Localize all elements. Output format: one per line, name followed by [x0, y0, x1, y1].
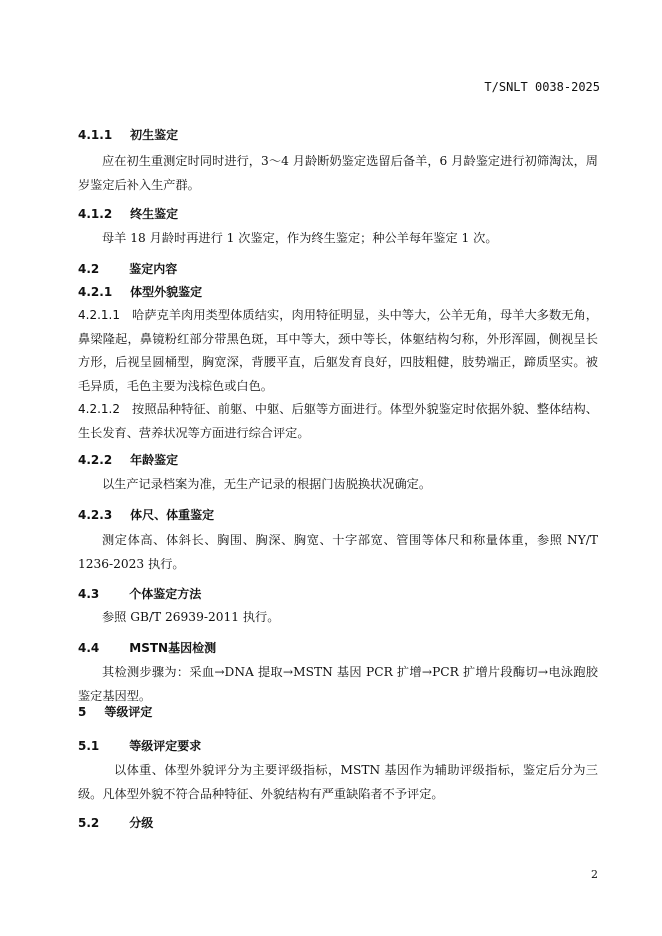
- section-title: 初生鉴定: [130, 128, 179, 142]
- paragraph-4-2-1-2: [78, 398, 598, 445]
- section-number: 5: [78, 705, 87, 719]
- section-number: 4.4: [78, 641, 100, 655]
- paragraph-4-3: 参照 GB/T 26939-2011 执行。: [102, 610, 280, 624]
- heading-4-4: [78, 639, 598, 656]
- paragraph-4-4: 其检测步骤为：采血→DNA 提取→MSTN 基因 PCR 扩增→PCR 扩增片段酶切→电泳跑胶鉴定基因型。: [78, 665, 598, 703]
- section-title: 个体鉴定方法: [129, 587, 202, 601]
- standard-code: T/SNLT 0038-2025: [484, 80, 600, 94]
- section-number: 4.3: [78, 587, 100, 601]
- section-number: 4.2.3: [78, 508, 113, 522]
- clause-text: 哈萨克羊肉用类型体质结实，肉用特征明显，头中等大，公羊无角，母羊大多数无角，鼻梁隆起，鼻镜粉红部分带黑色斑，耳中等大，颈中等长，体躯结构匀称，外形浑圆，侧视呈长方形，后视呈圆桶型，胸宽深，背腰平直，后躯发育良好，四肢粗健，肢势端正，蹄质坚实。被毛异质，毛色主要为浅棕色或白色。: [78, 308, 598, 393]
- paragraph-4-1-2: 母羊 18 月龄时再进行 1 次鉴定，作为终生鉴定；种公羊每年鉴定 1 次。: [102, 231, 498, 245]
- heading-4-1-2: [78, 205, 598, 222]
- section-number: 4.2.1: [78, 285, 113, 299]
- paragraph-4-2-3: 测定体高、体斜长、胸围、胸深、胸宽、十字部宽、管围等体尺和称量体重，参照 NY/T 1236-2023 执行。: [78, 533, 598, 571]
- page-number: 2: [591, 868, 598, 881]
- section-title: 分级: [129, 816, 154, 830]
- clause-number: 4.2.1.2: [78, 402, 120, 416]
- section-number: 4.1.1: [78, 128, 113, 142]
- section-number: 5.2: [78, 816, 100, 830]
- heading-5: [78, 703, 598, 720]
- heading-4-2: [78, 260, 598, 277]
- section-title: 鉴定内容: [129, 262, 178, 276]
- section-title: MSTN基因检测: [129, 641, 217, 655]
- heading-4-3: [78, 585, 598, 602]
- section-title: 体型外貌鉴定: [130, 285, 203, 299]
- paragraph-4-2-2: 以生产记录档案为准，无生产记录的根据门齿脱换状况确定。: [102, 477, 432, 491]
- heading-5-2: [78, 814, 598, 831]
- heading-4-2-1: [78, 283, 598, 300]
- section-number: 4.1.2: [78, 207, 113, 221]
- paragraph-5-1: 以体重、体型外貌评分为主要评级指标，MSTN 基因作为辅助评级指标，鉴定后分为三级。凡体型外貌不符合品种特征、外貌结构有严重缺陷者不予评定。: [78, 763, 598, 801]
- clause-number: 4.2.1.1: [78, 308, 120, 322]
- section-title: 终生鉴定: [130, 207, 179, 221]
- section-title: 年龄鉴定: [130, 453, 179, 467]
- clause-text: 按照品种特征、前躯、中躯、后躯等方面进行。体型外貌鉴定时依据外貌、整体结构、生长发育、营养状况等方面进行综合评定。: [78, 402, 598, 440]
- paragraph-4-1-1: 应在初生重测定时同时进行，3～4 月龄断奶鉴定选留后备羊，6 月龄鉴定进行初筛淘汰，周岁鉴定后补入生产群。: [78, 154, 598, 192]
- heading-4-1-1: [78, 126, 598, 143]
- paragraph-4-2-1-1: [78, 304, 598, 398]
- section-title: 等级评定: [104, 705, 153, 719]
- section-number: 4.2.2: [78, 453, 113, 467]
- heading-5-1: [78, 737, 598, 754]
- section-number: 4.2: [78, 262, 100, 276]
- section-title: 体尺、体重鉴定: [130, 508, 215, 522]
- section-number: 5.1: [78, 739, 100, 753]
- heading-4-2-3: [78, 506, 598, 523]
- heading-4-2-2: [78, 451, 598, 468]
- section-title: 等级评定要求: [129, 739, 202, 753]
